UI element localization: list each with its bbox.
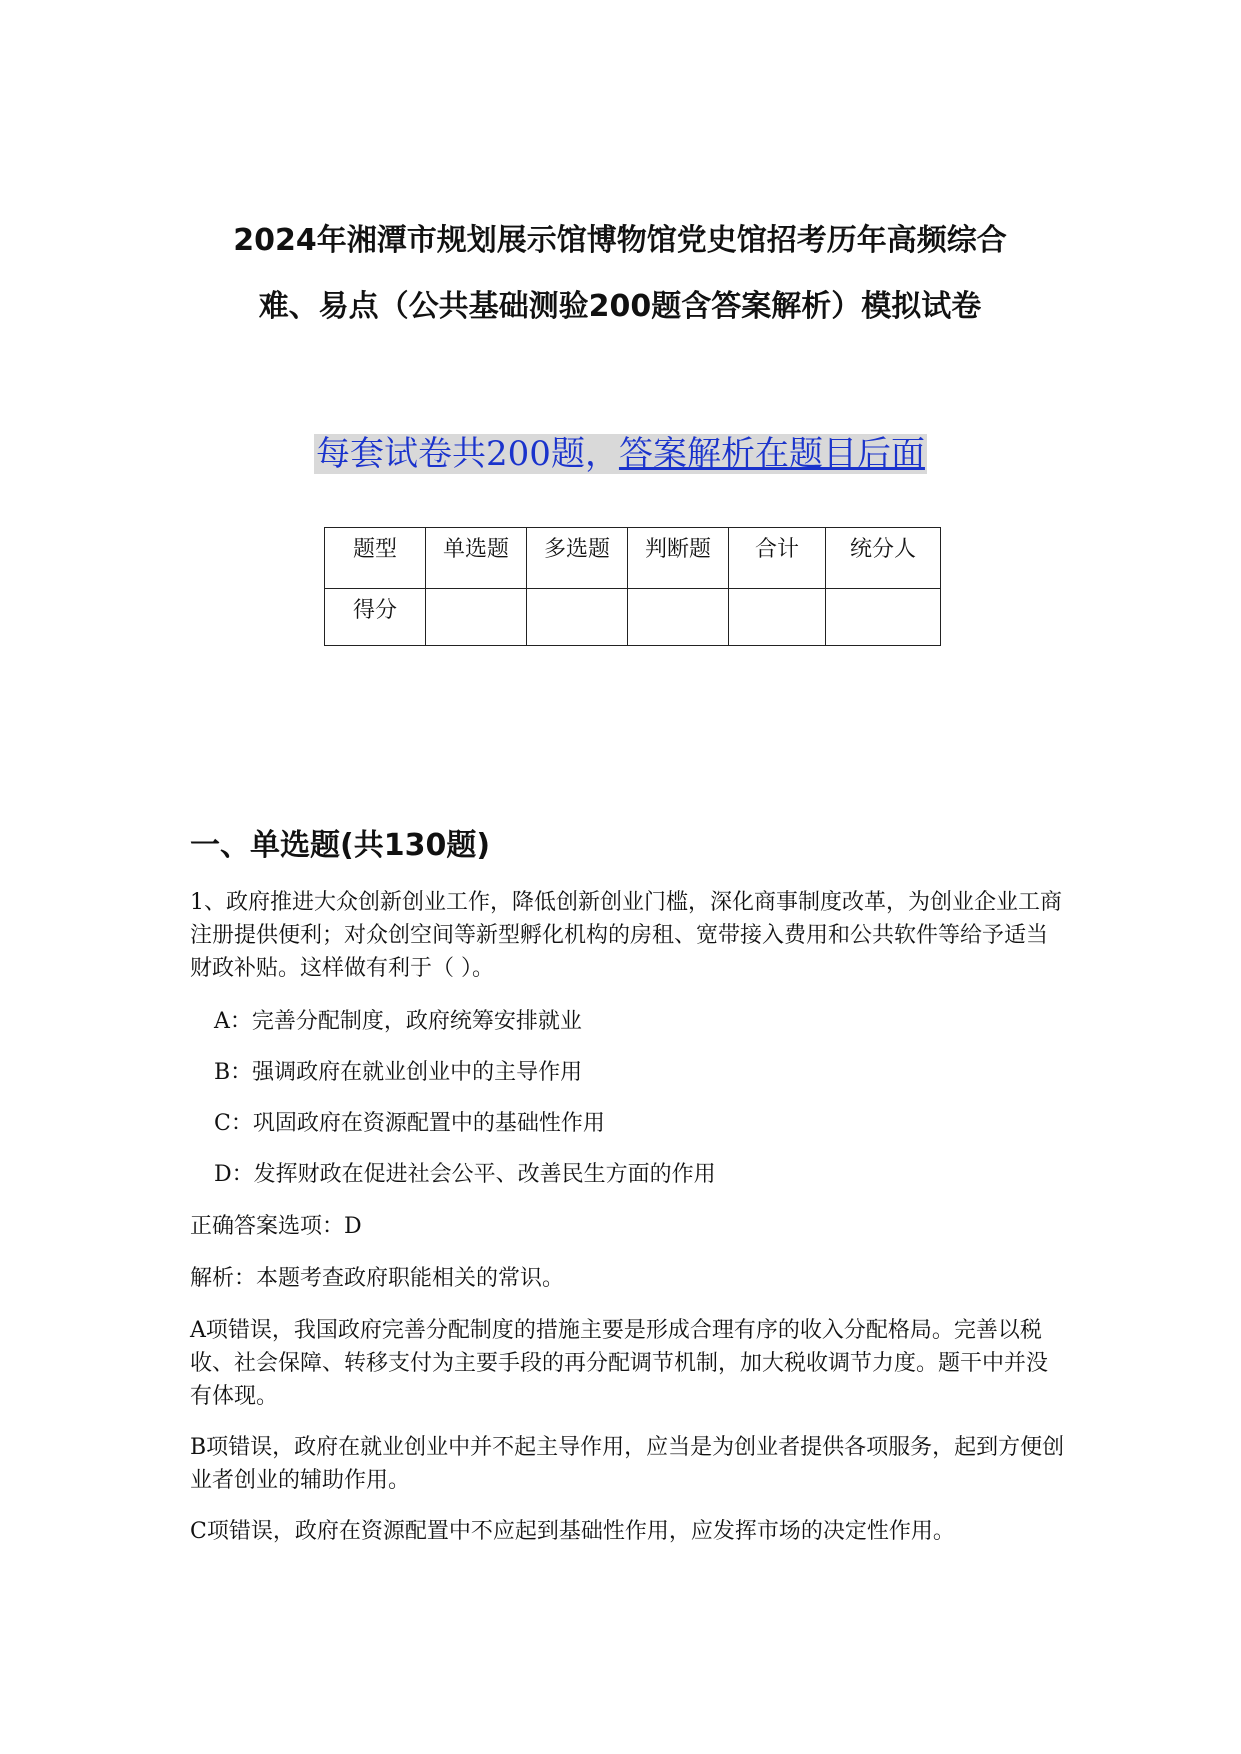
subtitle-highlight xyxy=(314,434,927,474)
score-table-header-row xyxy=(325,528,941,589)
explanation-c: C项错误，政府在资源配置中不应起到基础性作用，应发挥市场的决定性作用。 xyxy=(190,1519,955,1544)
option-c: C：巩固政府在资源配置中的基础性作用 xyxy=(214,1111,605,1136)
section-heading: 一、单选题(共130题) xyxy=(190,828,491,863)
explanation-a: A项错误，我国政府完善分配制度的措施主要是形成合理有序的收入分配格局。完善以税收、社会保障、转移支付为主要手段的再分配调节机制，加大税收调节力度。题干中并没有体现。 xyxy=(190,1318,1049,1409)
explanation-b: B项错误，政府在就业创业中并不起主导作用，应当是为创业者提供各项服务，起到方便创业者创业的辅助作用。 xyxy=(190,1435,1065,1493)
answer-location-link[interactable]: 答案解析在题目后面 xyxy=(618,434,925,474)
score-cell xyxy=(826,589,941,646)
score-cell xyxy=(729,589,826,646)
score-cell xyxy=(426,589,527,646)
analysis-intro: 解析：本题考查政府职能相关的常识。 xyxy=(190,1266,565,1291)
question-stem: 1、政府推进大众创新创业工作，降低创新创业门槛，深化商事制度改革，为创业企业工商注册提供便利；对众创空间等新型孵化机构的房租、宽带接入费用和公共软件等给予适当财政补贴。这样做有利于（ ）。 xyxy=(190,890,1063,981)
option-a: A：完善分配制度，政府统筹安排就业 xyxy=(214,1009,582,1034)
score-cell xyxy=(628,589,729,646)
score-table-score-row xyxy=(325,589,941,646)
row-label-score: 得分 xyxy=(325,589,426,646)
header-cell-judge: 判断题 xyxy=(628,528,729,589)
option-b: B：强调政府在就业创业中的主导作用 xyxy=(214,1060,583,1085)
subtitle-text: 每套试卷共200题， xyxy=(316,434,619,474)
document-title xyxy=(150,208,1090,340)
option-d: D：发挥财政在促进社会公平、改善民生方面的作用 xyxy=(214,1162,716,1187)
correct-answer: 正确答案选项：D xyxy=(190,1214,362,1239)
header-cell-scorer: 统分人 xyxy=(826,528,941,589)
subtitle xyxy=(0,430,1241,478)
header-cell-single: 单选题 xyxy=(426,528,527,589)
score-cell xyxy=(527,589,628,646)
title-line-2: 难、易点（公共基础测验200题含答案解析）模拟试卷 xyxy=(258,289,982,324)
header-cell-type: 题型 xyxy=(325,528,426,589)
header-cell-multi: 多选题 xyxy=(527,528,628,589)
header-cell-total: 合计 xyxy=(729,528,826,589)
score-table xyxy=(324,527,941,646)
title-line-1: 2024年湘潭市规划展示馆博物馆党史馆招考历年高频综合 xyxy=(233,223,1007,258)
